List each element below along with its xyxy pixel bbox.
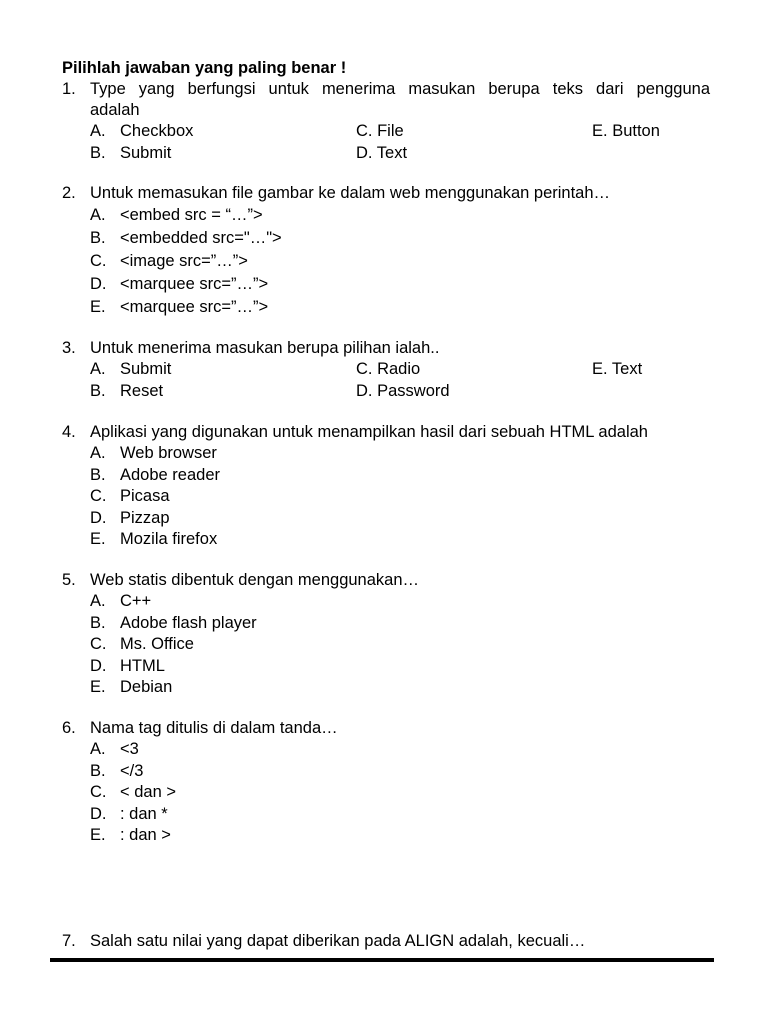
option-letter: C. xyxy=(356,122,373,140)
option-text: Web browser xyxy=(120,444,217,462)
option-text: C++ xyxy=(120,592,152,610)
option-a xyxy=(62,204,710,227)
option-row xyxy=(62,121,710,143)
question-1 xyxy=(62,79,710,164)
option-d xyxy=(62,804,710,826)
question-text: Untuk memasukan file gambar ke dalam web menggunakan perintah… xyxy=(90,184,611,202)
question-text: Nama tag ditulis di dalam tanda… xyxy=(90,719,338,737)
question-text: Web statis dibentuk dengan menggunakan… xyxy=(90,571,420,589)
option-text: Text xyxy=(611,360,643,378)
option-letter: B. xyxy=(90,613,106,632)
option-c xyxy=(62,250,710,273)
option-row xyxy=(62,143,710,165)
option-text: : dan > xyxy=(120,826,171,844)
question-3 xyxy=(62,338,710,402)
option-a xyxy=(90,121,193,143)
option-letter: B. xyxy=(90,143,106,162)
option-c xyxy=(62,634,710,656)
option-letter: E. xyxy=(90,530,106,548)
question-number: 4. xyxy=(62,423,76,441)
option-c xyxy=(62,486,710,508)
option-text: Mozila firefox xyxy=(120,530,218,548)
option-text: : dan * xyxy=(120,804,168,823)
option-c xyxy=(62,782,710,804)
option-text: < dan > xyxy=(120,783,176,801)
option-b xyxy=(62,227,710,250)
question-2 xyxy=(62,183,710,319)
option-text: <embedded src="…"> xyxy=(120,229,282,247)
option-text: Button xyxy=(612,122,660,140)
option-text: Pizzap xyxy=(120,508,170,527)
option-d xyxy=(356,143,407,165)
option-text: <marquee src=”…”> xyxy=(120,275,269,293)
option-b xyxy=(90,381,163,403)
question-4 xyxy=(62,422,710,551)
option-text: Text xyxy=(376,143,408,162)
option-text: Submit xyxy=(120,143,172,162)
option-text: <embed src = “…”> xyxy=(120,206,263,224)
instruction-heading: Pilihlah jawaban yang paling benar ! xyxy=(62,59,347,77)
option-d xyxy=(62,273,710,296)
option-a xyxy=(90,359,171,381)
option-text: Submit xyxy=(120,360,172,378)
option-letter: C. xyxy=(90,635,107,653)
question-7 xyxy=(62,931,710,952)
option-text: <marquee src=”…”> xyxy=(120,298,269,316)
option-text: Reset xyxy=(120,381,164,400)
option-letter: B. xyxy=(90,381,106,400)
option-letter: C. xyxy=(356,360,373,378)
option-row xyxy=(62,381,710,403)
question-number: 7. xyxy=(62,932,76,950)
option-a xyxy=(62,443,710,465)
option-text: Adobe flash player xyxy=(120,613,257,632)
option-row xyxy=(62,359,710,381)
question-5 xyxy=(62,570,710,699)
option-letter: A. xyxy=(90,740,106,758)
option-e xyxy=(592,121,660,143)
option-d xyxy=(62,656,710,678)
question-number: 3. xyxy=(62,339,76,357)
question-text: Salah satu nilai yang dapat diberikan pada ALIGN adalah, kecuali… xyxy=(90,932,586,950)
question-number: 6. xyxy=(62,719,76,737)
option-text: </3 xyxy=(120,761,144,780)
option-a xyxy=(62,739,710,761)
option-letter: C. xyxy=(90,252,107,270)
option-letter: E. xyxy=(592,122,608,140)
question-6 xyxy=(62,718,710,847)
option-text: <image src=”…”> xyxy=(120,252,248,270)
option-text: Ms. Office xyxy=(120,635,194,653)
option-d xyxy=(62,508,710,530)
option-c xyxy=(356,121,404,143)
question-number: 2. xyxy=(62,184,76,202)
option-letter: D. xyxy=(356,381,373,400)
option-letter: E. xyxy=(90,826,106,844)
option-b xyxy=(90,143,171,165)
option-text: Picasa xyxy=(120,487,170,505)
question-number: 5. xyxy=(62,571,76,589)
page-bottom-rule xyxy=(50,958,714,962)
option-letter: D. xyxy=(90,804,107,823)
option-text: HTML xyxy=(120,656,165,675)
option-letter: A. xyxy=(90,444,106,462)
option-letter: D. xyxy=(90,275,107,293)
option-letter: B. xyxy=(90,465,106,484)
question-text: Type yang berfungsi untuk menerima masukan berupa teks dari pengguna xyxy=(90,80,710,98)
option-b xyxy=(62,465,710,487)
option-d xyxy=(356,381,450,403)
option-letter: C. xyxy=(90,487,107,505)
question-number: 1. xyxy=(62,80,76,98)
option-text: Password xyxy=(377,381,450,400)
option-letter: D. xyxy=(90,656,107,675)
option-letter: A. xyxy=(90,122,106,140)
option-c xyxy=(356,359,420,381)
option-e xyxy=(592,359,642,381)
option-letter: C. xyxy=(90,783,107,801)
option-text: Radio xyxy=(377,360,421,378)
option-letter: A. xyxy=(90,206,106,224)
option-text: Adobe reader xyxy=(120,465,220,484)
option-letter: A. xyxy=(90,360,106,378)
option-letter: E. xyxy=(90,678,106,696)
question-text-continued: adalah xyxy=(90,101,140,119)
option-text: Debian xyxy=(120,678,173,696)
option-text: Checkbox xyxy=(120,122,194,140)
option-letter: A. xyxy=(90,592,106,610)
question-text: Untuk menerima masukan berupa pilihan ialah.. xyxy=(90,339,440,357)
option-letter: B. xyxy=(90,229,106,247)
option-e xyxy=(62,825,710,847)
option-b xyxy=(62,761,710,783)
option-b xyxy=(62,613,710,635)
option-letter: D. xyxy=(90,508,107,527)
option-letter: E. xyxy=(592,360,608,378)
option-text: <3 xyxy=(120,740,139,758)
option-e xyxy=(62,677,710,699)
option-e xyxy=(62,529,710,551)
option-e xyxy=(62,296,710,319)
option-letter: B. xyxy=(90,761,106,780)
option-text: File xyxy=(377,122,404,140)
question-text: Aplikasi yang digunakan untuk menampilkan hasil dari sebuah HTML adalah xyxy=(90,423,648,441)
option-letter: E. xyxy=(90,298,106,316)
option-a xyxy=(62,591,710,613)
option-letter: D. xyxy=(356,143,373,162)
